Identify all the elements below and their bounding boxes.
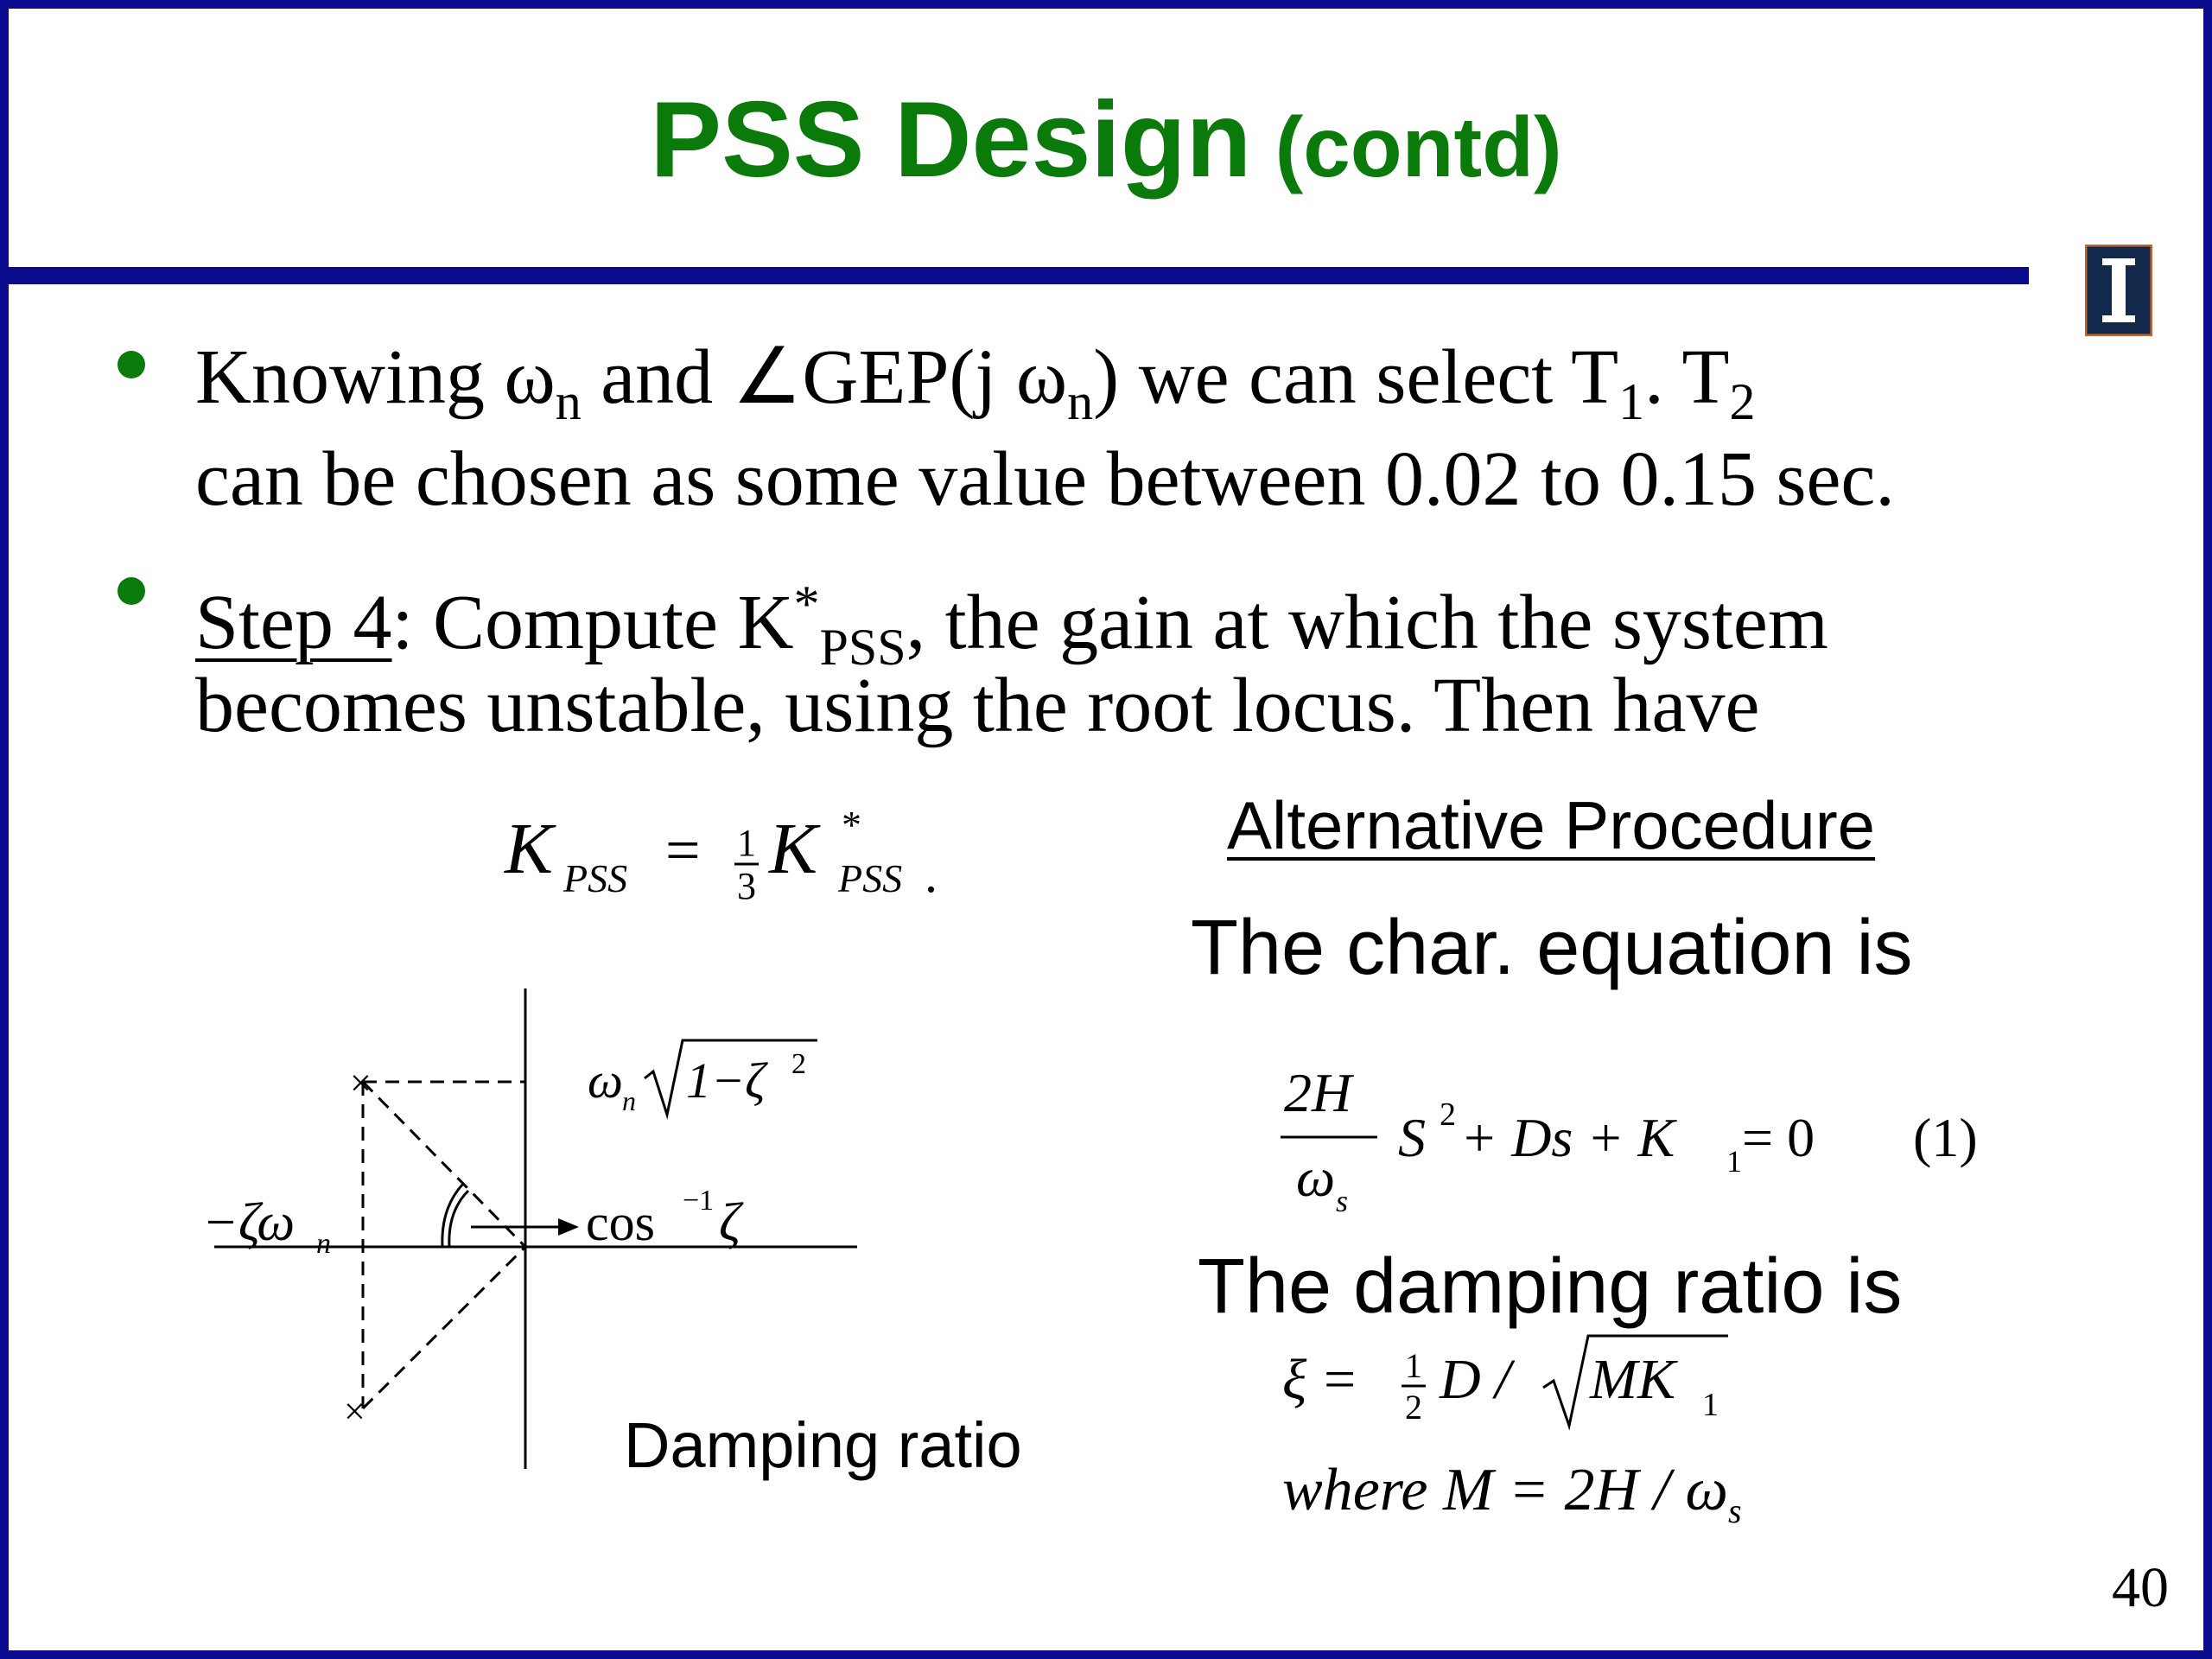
omega-n-label: ω	[588, 1052, 623, 1109]
subscript: PSS	[819, 619, 906, 676]
zeta-label: ζ	[719, 1193, 741, 1252]
sqrt-sup: 2	[791, 1048, 806, 1080]
kpss-period: .	[925, 846, 938, 903]
eq2-num: 1	[1405, 1346, 1422, 1385]
alternative-heading-text: Alternative Procedure	[1227, 787, 1876, 863]
mass-definition-sub: s	[1727, 1491, 1742, 1530]
kpss-rhs-sup: *	[842, 803, 861, 847]
superscript: *	[793, 575, 820, 632]
damping-ratio-formula	[1270, 1317, 1754, 1438]
eq1-den-sub: s	[1336, 1184, 1349, 1218]
subscript: n	[555, 373, 582, 430]
step-label: Step 4	[195, 580, 392, 665]
eq2-den: 2	[1405, 1388, 1422, 1427]
omega-n-sub: n	[622, 1085, 636, 1116]
alternative-heading	[1227, 787, 1876, 863]
text: , the gain at which the system	[906, 580, 1828, 665]
eq2-xi: ξ	[1282, 1348, 1307, 1411]
kpss-frac-num: 1	[737, 822, 756, 864]
sqrt-content: 1−ζ	[686, 1052, 766, 1109]
kpss-rhs: K	[769, 809, 818, 889]
eq1-k-sub: 1	[1726, 1144, 1742, 1179]
eq2-equals: =	[1324, 1348, 1357, 1411]
eq1-s: S	[1398, 1107, 1426, 1168]
university-logo-icon	[2085, 245, 2152, 336]
lower-pole-marker: ×	[344, 1390, 365, 1433]
bullet-2-line-2: becomes unstable, using the root locus. Then have	[195, 663, 1760, 748]
eq1-s-sup: 2	[1440, 1096, 1456, 1133]
title-main: PSS Design	[650, 80, 1252, 200]
title-rule	[9, 267, 2029, 284]
char-equation-text: The char. equation is	[1191, 905, 1913, 991]
eq1-label: (1)	[1913, 1107, 1978, 1168]
eq1-num: 2H	[1284, 1062, 1352, 1123]
text: . T	[1644, 334, 1730, 420]
slide-title	[0, 80, 2212, 200]
kpss-rhs-sub: PSS	[838, 856, 903, 900]
bullet-dot-1	[118, 351, 145, 378]
subscript: 1	[1618, 373, 1645, 430]
neg-zeta-omega-sub: n	[316, 1228, 331, 1260]
text: ) we can select T	[1093, 334, 1619, 420]
bullet-dot-2	[118, 577, 145, 605]
kpss-lhs-sub: PSS	[563, 856, 628, 900]
cos-sup: −1	[683, 1185, 715, 1217]
eq2-root-sub: 1	[1702, 1387, 1719, 1423]
subscript: n	[1067, 373, 1094, 430]
text: : Compute K	[391, 580, 794, 665]
eq1-tail: = 0	[1742, 1107, 1815, 1168]
diagram-caption: Damping ratio	[624, 1409, 1022, 1481]
mass-definition	[1282, 1457, 1742, 1530]
damping-ratio-text: The damping ratio is	[1198, 1243, 1903, 1330]
subscript: 2	[1729, 373, 1756, 430]
eq2-root: MK	[1590, 1348, 1675, 1411]
kpss-lhs: K	[505, 809, 554, 889]
eq1-rest: + Ds + K	[1460, 1107, 1675, 1168]
kpss-equals: =	[665, 816, 701, 885]
cos-label: cos	[586, 1194, 655, 1251]
char-equation-formula	[1270, 1054, 2013, 1236]
mass-definition-text: where M = 2H / ω	[1282, 1457, 1728, 1523]
kpss-frac-den: 3	[737, 865, 756, 907]
bullet-1-line-2: can be chosen as some value between 0.02 to 0.15 sec.	[195, 436, 1895, 522]
lower-pole-ray	[363, 1247, 525, 1408]
neg-zeta-omega-label: −ζω	[202, 1193, 296, 1252]
damping-ratio-diagram	[173, 976, 881, 1478]
page-number: 40	[2112, 1556, 2169, 1619]
eq2-d: D /	[1440, 1348, 1511, 1411]
text: and ∠GEP(j ω	[581, 334, 1068, 420]
cos-arrow-head	[558, 1218, 579, 1236]
title-sub: (contd)	[1251, 99, 1562, 194]
eq1-den: ω	[1296, 1147, 1336, 1208]
text: Knowing ω	[195, 334, 556, 420]
kpss-equation	[493, 795, 976, 916]
upper-pole-marker: ×	[350, 1062, 372, 1104]
